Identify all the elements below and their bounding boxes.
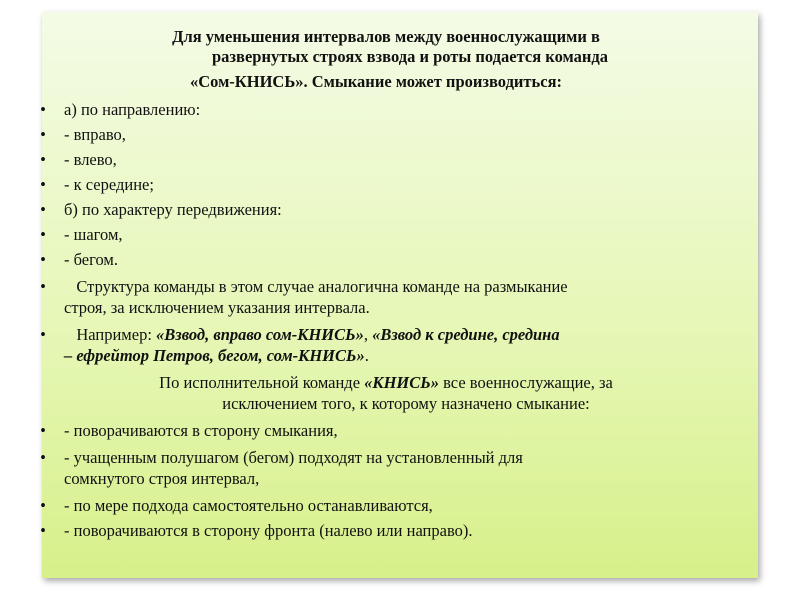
action-item-text: сомкнутого строя интервал, (64, 469, 260, 488)
example-line-2 (64, 345, 369, 366)
list-item-text: - бегом. (64, 250, 118, 269)
bullet: • (40, 100, 46, 119)
exec-prefix: По исполнительной команде (159, 373, 365, 392)
bullet: • (40, 225, 46, 244)
example-command-1: «Взвод, вправо сом-КНИСЬ» (156, 325, 364, 344)
bullet: • (40, 150, 46, 169)
heading-line-2: развернутых строях взвода и роты подается команда (211, 47, 608, 66)
example-line-1 (64, 324, 560, 345)
bullet: • (40, 200, 46, 219)
bullet: • (40, 496, 46, 515)
bullet: • (40, 277, 46, 296)
bullet: • (40, 125, 46, 144)
bullet: • (40, 325, 46, 344)
list-item-text: - влево, (64, 150, 117, 169)
example-command-2a: «Взвод к средине, средина (372, 325, 560, 344)
example-prefix: Например: (64, 325, 157, 344)
list-item-text: б) по характеру передвижения: (64, 200, 282, 219)
exec-command: «КНИСЬ» (364, 373, 439, 392)
bullet: • (40, 250, 46, 269)
bullet: • (40, 521, 46, 540)
list-item-text: а) по направлению: (64, 100, 201, 119)
heading-line-1: Для уменьшения интервалов между военнослужащими в (172, 27, 600, 46)
structure-line-1: Структура команды в этом случае аналогична команде на размыкание (64, 277, 568, 296)
heading-command: «Сом-КНИСЬ» (189, 72, 304, 91)
slide (42, 12, 758, 578)
heading-line-3 (18, 71, 734, 92)
bullet: • (40, 421, 46, 440)
list-item-text: - вправо, (64, 125, 126, 144)
action-item-text: - поворачиваются в сторону смыкания, (64, 421, 338, 440)
structure-line-2: строя, за исключением указания интервала. (64, 298, 370, 317)
bullet: • (40, 175, 46, 194)
list-item-text: - к середине; (64, 175, 154, 194)
example-command-2b: – ефрейтор Петров, бегом, сом-КНИСЬ» (64, 346, 365, 365)
list-item-text: - шагом, (64, 225, 123, 244)
action-item-text: - по мере подхода самостоятельно останавливаются, (64, 496, 433, 515)
exec-line-1 (28, 372, 744, 393)
heading-rest: . Смыкание может производиться: (303, 72, 563, 91)
action-item-text: - учащенным полушагом (бегом) подходят на установленный для (64, 448, 523, 467)
exec-rest: все военнослужащие, за (438, 373, 613, 392)
exec-line-2: исключением того, к которому назначено смыкание: (222, 394, 590, 413)
example-separator: , (363, 325, 373, 344)
bullet: • (40, 448, 46, 467)
example-end: . (364, 346, 369, 365)
action-item-text: - поворачиваются в сторону фронта (налево или направо). (64, 521, 473, 540)
